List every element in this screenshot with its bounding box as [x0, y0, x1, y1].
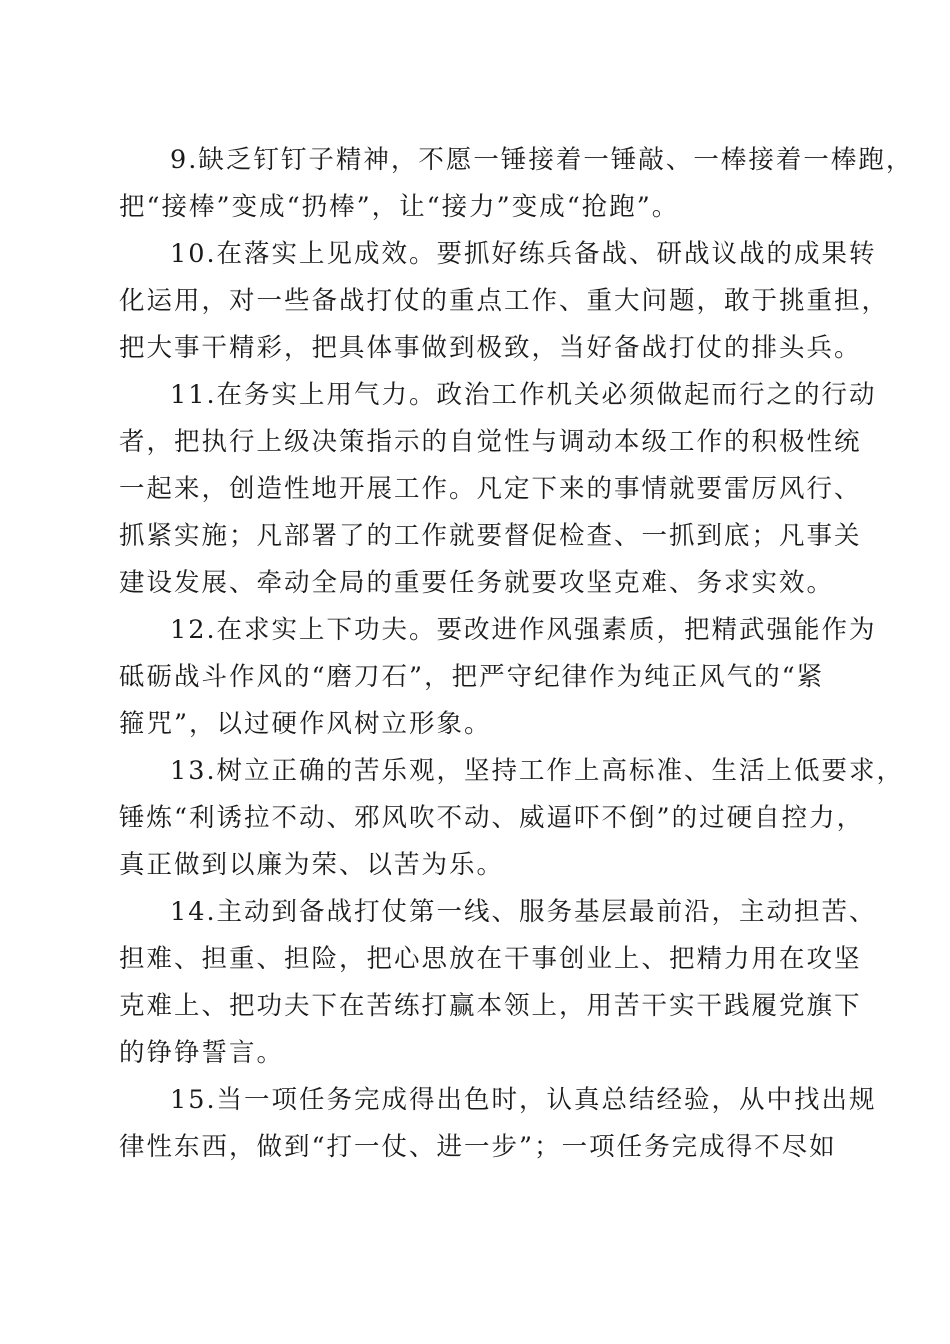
- paragraph-line: 9.缺乏钉钉子精神，不愿一锤接着一锤敲、一棒接着一棒跑，: [170, 145, 914, 175]
- paragraph-line: 14.主动到备战打仗第一线、服务基层最前沿，主动担苦、: [170, 897, 877, 927]
- paragraph-line: 13.树立正确的苦乐观，坚持工作上高标准、生活上低要求，: [170, 756, 905, 786]
- paragraph-line: 把大事干精彩，把具体事做到极致，当好备战打仗的排头兵。: [119, 333, 862, 363]
- paragraph-13: [119, 748, 905, 889]
- paragraph-line: 建设发展、牵动全局的重要任务就要攻坚克难、务求实效。: [119, 568, 835, 598]
- paragraph-line: 律性东西，做到“打一仗、进一步”；一项任务完成得不尽如: [119, 1132, 837, 1162]
- paragraph-line: 担难、担重、担险，把心思放在干事创业上、把精力用在攻坚: [119, 944, 862, 974]
- paragraph-line: 12.在求实上下功夫。要改进作风强素质，把精武强能作为: [170, 615, 877, 645]
- paragraph-line: 抓紧实施；凡部署了的工作就要督促检查、一抓到底；凡事关: [119, 521, 862, 551]
- paragraph-line: 箍咒”，以过硬作风树立形象。: [119, 709, 492, 739]
- paragraph-line: 15.当一项任务完成得出色时，认真总结经验，从中找出规: [170, 1085, 877, 1115]
- paragraph-line: 者，把执行上级决策指示的自觉性与调动本级工作的积极性统: [119, 427, 862, 457]
- paragraph-line: 的铮铮誓言。: [119, 1038, 285, 1068]
- paragraph-line: 砥砺战斗作风的“磨刀石”，把严守纪律作为纯正风气的“紧: [119, 662, 825, 692]
- paragraph-line: 锤炼“利诱拉不动、邪风吹不动、威逼吓不倒”的过硬自控力，: [119, 803, 865, 833]
- paragraph-11: [119, 372, 877, 607]
- paragraph-14: [119, 889, 877, 1077]
- paragraph-line: 真正做到以廉为荣、以苦为乐。: [119, 850, 505, 880]
- paragraph-line: 克难上、把功夫下在苦练打赢本领上，用苦干实干践履党旗下: [119, 991, 862, 1021]
- paragraph-line: 化运用，对一些备战打仗的重点工作、重大问题，敢于挑重担，: [119, 286, 890, 316]
- paragraph-line: 10.在落实上见成效。要抓好练兵备战、研战议战的成果转: [170, 239, 877, 269]
- paragraph-line: 一起来，创造性地开展工作。凡定下来的事情就要雷厉风行、: [119, 474, 862, 504]
- paragraph-10: [119, 231, 890, 372]
- paragraph-9: [119, 137, 914, 231]
- paragraph-15: [119, 1077, 877, 1171]
- paragraph-line: 11.在务实上用气力。政治工作机关必须做起而行之的行动: [170, 380, 877, 410]
- document-body: [119, 137, 914, 1171]
- paragraph-12: [119, 607, 877, 748]
- paragraph-line: 把“接棒”变成“扔棒”，让“接力”变成“抢跑”。: [119, 192, 680, 222]
